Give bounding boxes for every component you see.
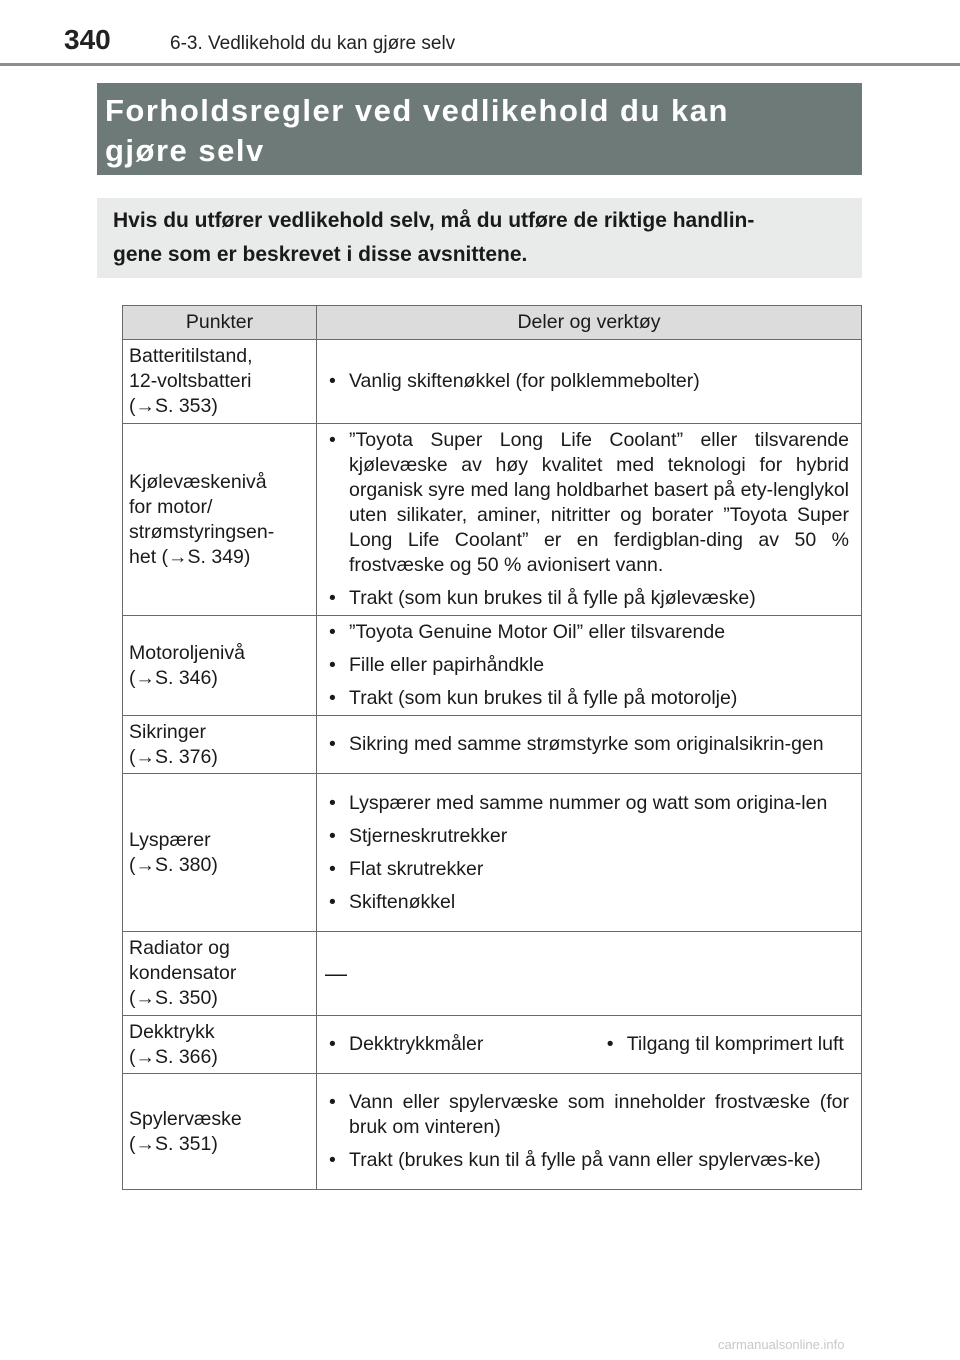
list-item: • Lyspærer med samme nummer og watt som origina-len <box>325 791 849 816</box>
list-item-text: ”Toyota Super Long Life Coolant” eller tilsvarende kjølevæske av høy kvalitet med teknologi for hybrid organisk syre med lang holdbarhet basert på ety-lenglykol uten silikater, aminer, nitritter og borater <box>349 429 849 526</box>
parts-list <box>325 369 849 394</box>
parts-list <box>325 1032 587 1057</box>
page-number: 340 <box>64 24 111 55</box>
title-banner <box>97 83 862 175</box>
parts-cell <box>317 616 862 716</box>
column-header-parts: Deler og verktøy <box>317 306 862 340</box>
item-page-ref: (→S. 376) <box>129 745 218 768</box>
item-text: Batteritilstand, <box>129 345 253 367</box>
parts-list <box>325 1090 849 1173</box>
item-text: for motor/ <box>129 495 213 518</box>
parts-table <box>122 305 862 1190</box>
parts-cell <box>317 716 862 774</box>
intro-text <box>113 204 846 272</box>
item-text: Sikringer <box>129 720 206 743</box>
list-item: • Trakt (brukes kun til å fylle på vann eller spylervæs-ke) <box>325 1148 849 1173</box>
item-page-ref: (→S. 351) <box>129 1132 218 1155</box>
item-page-ref: (→S. 350) <box>129 987 218 1009</box>
list-item: • Skiftenøkkel <box>325 890 849 915</box>
list-item: • Stjerneskrutrekker <box>325 824 849 849</box>
item-cell <box>123 716 317 774</box>
list-item-note: ”Toyota Super Long Life Coolant” er en ferdigblan-ding av 50 % frostvæske og 50 % avionisert vann. <box>349 504 849 576</box>
item-cell <box>123 424 317 616</box>
intro-line-1: Hvis du utfører vedlikehold selv, må du utføre de riktige handlin- <box>113 209 755 232</box>
page-title <box>105 91 854 171</box>
list-item: • Trakt (som kun brukes til å fylle på kjølevæske) <box>325 586 849 611</box>
list-item: • Dekktrykkmåler <box>325 1032 587 1057</box>
parts-cell <box>317 424 862 616</box>
parts-cell-empty: — <box>317 932 862 1016</box>
item-text: Kjølevæskenivå <box>129 470 267 493</box>
parts-list <box>603 1034 849 1055</box>
parts-cell <box>317 1016 862 1074</box>
intro-box <box>97 198 862 278</box>
item-text: Radiator og <box>129 937 230 959</box>
parts-list <box>325 620 849 711</box>
intro-line-2: gene som er beskrevet i disse avsnittene. <box>113 243 528 266</box>
item-page-ref: (→S. 380) <box>129 853 218 876</box>
list-item: • Trakt (som kun brukes til å fylle på motorolje) <box>325 686 849 711</box>
item-text: Motoroljenivå <box>129 641 245 664</box>
list-item <box>325 428 849 578</box>
item-cell <box>123 932 317 1016</box>
item-text: strømstyringsen- <box>129 520 275 543</box>
table-row <box>123 340 862 424</box>
item-text: 12-voltsbatteri <box>129 370 252 392</box>
table-row <box>123 1074 862 1190</box>
parts-split <box>325 1032 849 1057</box>
item-text: Lyspærer <box>129 828 211 851</box>
item-text: Dekktrykk <box>129 1020 215 1043</box>
parts-list <box>325 428 849 611</box>
watermark: carmanualsonline.info <box>718 1337 845 1352</box>
section-label: 6-3. Vedlikehold du kan gjøre selv <box>170 33 456 54</box>
table-header-row <box>123 306 862 340</box>
list-item: • Fille eller papirhåndkle <box>325 653 849 678</box>
table-row <box>123 716 862 774</box>
item-page-ref: het (→S. 349) <box>129 545 251 568</box>
item-text: kondensator <box>129 962 237 984</box>
list-item: • Vanlig skiftenøkkel (for polklemmebolter) <box>325 369 849 394</box>
item-page-ref: (→S. 366) <box>129 1045 218 1068</box>
header-divider <box>0 63 960 66</box>
list-item: • Flat skrutrekker <box>325 857 849 882</box>
parts-cell <box>317 1074 862 1190</box>
table-row <box>123 1016 862 1074</box>
parts-cell <box>317 774 862 932</box>
table-row <box>123 932 862 1016</box>
table-row <box>123 616 862 716</box>
item-cell <box>123 1016 317 1074</box>
list-item: • Sikring med samme strømstyrke som originalsikrin-gen <box>325 732 849 757</box>
item-cell <box>123 774 317 932</box>
item-cell <box>123 616 317 716</box>
list-item: • ”Toyota Genuine Motor Oil” eller tilsvarende <box>325 620 849 645</box>
title-line-2: gjøre selv <box>105 133 265 168</box>
page-header <box>0 0 960 70</box>
item-cell <box>123 340 317 424</box>
title-line-1: Forholdsregler ved vedlikehold du kan <box>105 93 729 128</box>
item-cell <box>123 1074 317 1190</box>
parts-list <box>325 791 849 915</box>
item-text: Spylervæske <box>129 1107 242 1130</box>
list-item: • Tilgang til komprimert luft <box>603 1034 849 1055</box>
table-row <box>123 424 862 616</box>
parts-cell <box>317 340 862 424</box>
table-row <box>123 774 862 932</box>
column-header-items: Punkter <box>123 306 317 340</box>
item-page-ref: (→S. 346) <box>129 666 218 689</box>
item-page-ref: (→S. 353) <box>129 395 218 417</box>
list-item: • Vann eller spylervæske som inneholder frostvæske (for bruk om vinteren) <box>325 1090 849 1140</box>
parts-list <box>325 732 849 757</box>
